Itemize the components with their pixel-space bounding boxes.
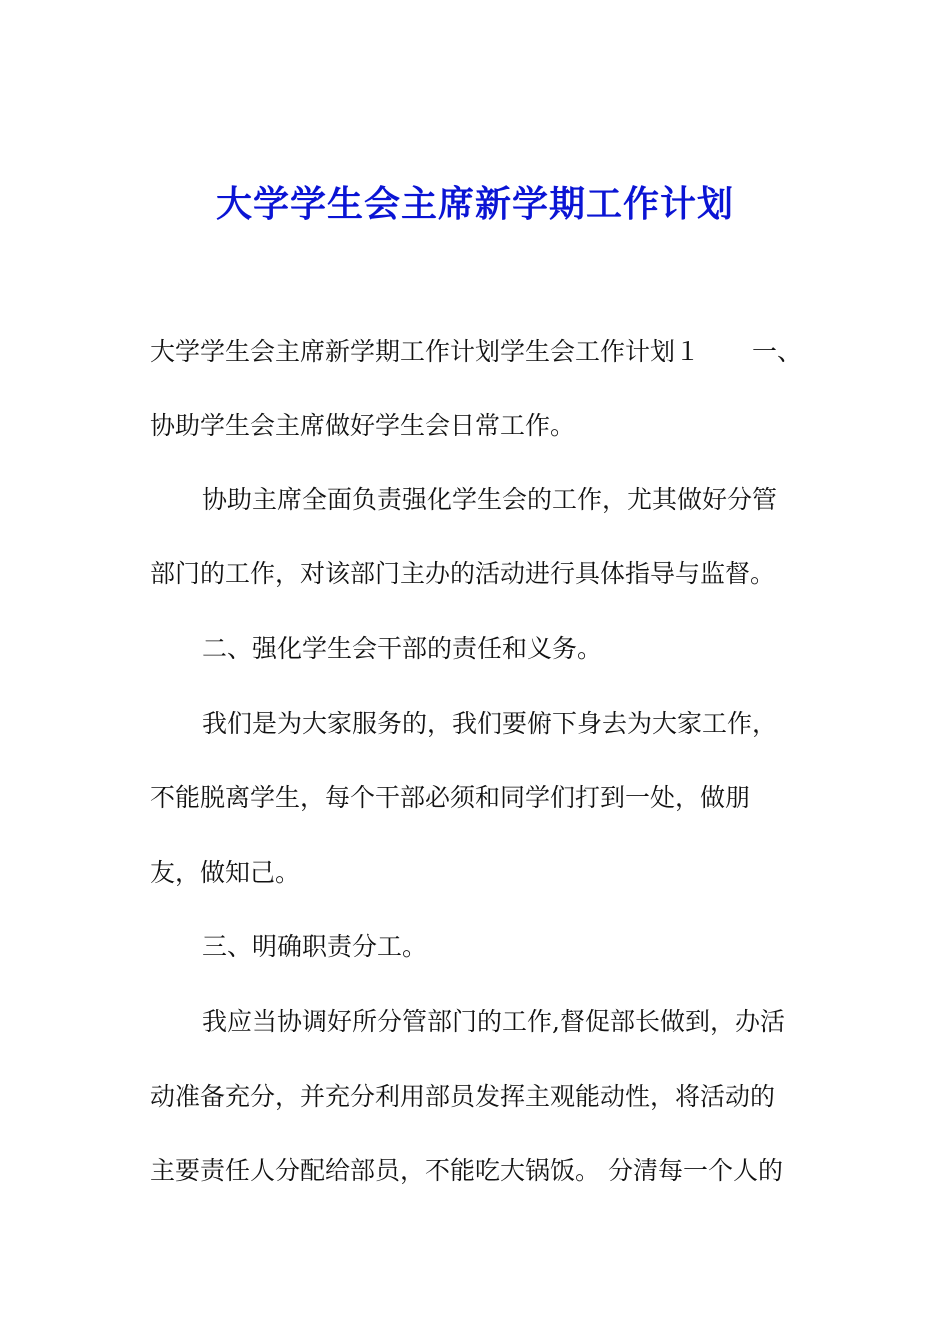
- paragraph-line: 协助学生会主席做好学生会日常工作。: [150, 411, 576, 440]
- paragraph-line: [150, 334, 802, 370]
- paragraph-line: 协助主席全面负责强化学生会的工作，尤其做好分管: [202, 485, 778, 514]
- paragraph-line: 二、强化学生会干部的责任和义务。: [202, 634, 603, 663]
- paragraph-line: 我们是为大家服务的，我们要俯下身去为大家工作，: [202, 709, 778, 738]
- document-title: 大学学生会主席新学期工作计划: [215, 183, 734, 225]
- line-text: 大学学生会主席新学期工作计划学生会工作计划１: [150, 337, 701, 366]
- paragraph-line: 三、明确职责分工。: [202, 932, 428, 961]
- paragraph-line: 友，做知己。: [150, 858, 301, 887]
- paragraph-line: 我应当协调好所分管部门的工作,督促部长做到，办活: [202, 1007, 785, 1036]
- paragraph-line: 部门的工作，对该部门主办的活动进行具体指导与监督。: [150, 559, 776, 588]
- line-text: 一、: [752, 337, 803, 366]
- paragraph-line: 不能脱离学生，每个干部必须和同学们打到一处，做朋: [150, 783, 751, 812]
- paragraph-line: 动准备充分，并充分利用部员发挥主观能动性，将活动的: [150, 1082, 776, 1111]
- paragraph-line: 主要责任人分配给部员，不能吃大锅饭。 分清每一个人的: [150, 1156, 783, 1185]
